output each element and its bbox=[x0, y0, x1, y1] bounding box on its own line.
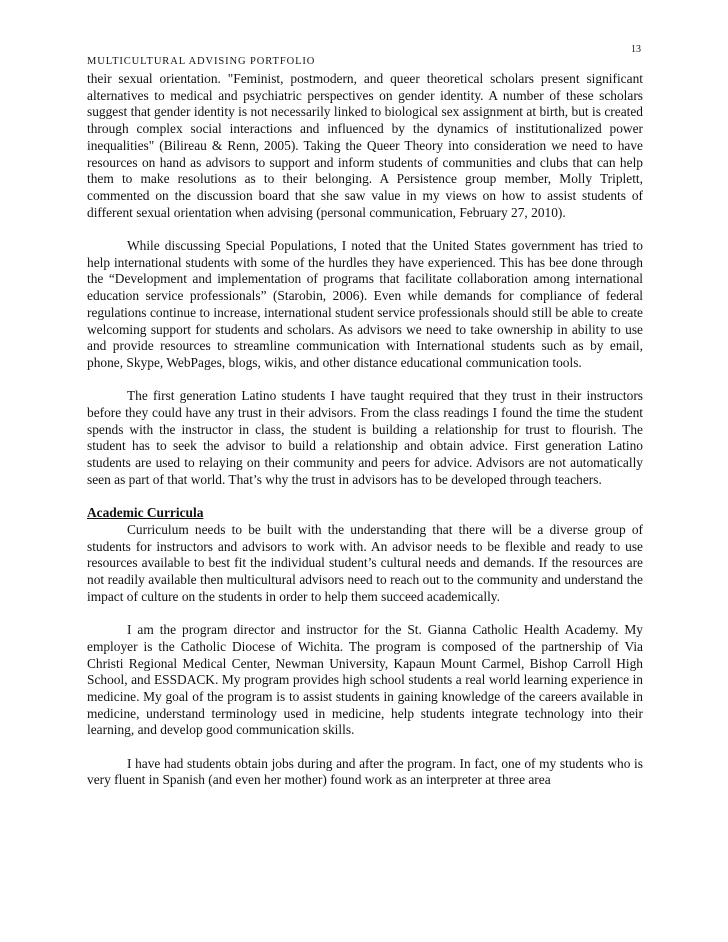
paragraph-curriculum: Curriculum needs to be built with the understanding that there will be a diverse group of students for instructors and advisors to work with. An advisor needs to be flexible and ready to use resources available to best fit the individual student’s cultural needs and demands. If the resources are not readily available then multicultural advisors need to reach out to the community and understand the impact of culture on the students in order to help them succeed academically. bbox=[87, 521, 643, 604]
document-body bbox=[87, 71, 643, 789]
paragraph-program-director: I am the program director and instructor for the St. Gianna Catholic Health Academy. My employer is the Catholic Diocese of Wichita. The program is composed of the partnership of Via Christi Regional Medical Center, Newman University, Kapaun Mount Carmel, Bishop Carroll High School, and ESSDACK. My program provides high school students a real world learning experience in medicine. My goal of the program is to assist students in gaining knowledge of the careers available in medicine, understand terminology used in medicine, help students integrate technology into their learning, and develop good communication skills. bbox=[87, 622, 643, 738]
page-number: 13 bbox=[631, 44, 641, 55]
section-heading-academic-curricula: Academic Curricula bbox=[87, 505, 204, 521]
paragraph-latino-students: The first generation Latino students I have taught required that they trust in their instructors before they could have any trust in their advisors. From the class readings I found the time the student spends with the instructor in class, the student is building a relationship for trust to flourish. The student has to seek the advisor to build a relationship and obtain advice. First generation Latino students are used to relaying on their community and peers for advice. Advisors are not automatically seen as part of that world. That’s why the trust in advisors has to be developed through teachers. bbox=[87, 388, 643, 487]
paragraph-sexual-orientation: their sexual orientation. "Feminist, postmodern, and queer theoretical scholars present significant alternatives to medical and psychiatric perspectives on gender identity. A number of these scholars suggest that gender identity is not necessarily linked to biological sex assignment at birth, but is created through complex social interactions and influenced by the dynamics of institutionalized power inequalities" (Bilireau & Renn, 2005). Taking the Queer Theory into consideration we need to have resources on hand as advisors to support and inform students of communities and clubs that can help them to make resolutions as to their belonging. A Persistence group member, Molly Triplett, commented on the discussion board that she saw value in my views on how to assist students of different sexual orientation when advising (personal communication, February 27, 2010). bbox=[87, 71, 643, 220]
paragraph-special-populations: While discussing Special Populations, I noted that the United States government has tried to help international students with some of the hurdles they have experienced. This has bee done through the “Development and implementation of programs that facilitate collaboration among international education service professionals” (Starobin, 2006). Even while demands for compliance of federal regulations continue to increase, international student service professionals should still be able to create welcoming support for students and scholars. As advisors we need to take ownership in ability to use and provide resources to streamline communication with International students such as by email, phone, Skype, WebPages, blogs, wikis, and other distance educational communication tools. bbox=[87, 238, 643, 370]
running-head: MULTICULTURAL ADVISING PORTFOLIO bbox=[87, 56, 316, 67]
paragraph-student-jobs: I have had students obtain jobs during and after the program. In fact, one of my students who is very fluent in Spanish (and even her mother) found work as an interpreter at three area bbox=[87, 755, 643, 788]
